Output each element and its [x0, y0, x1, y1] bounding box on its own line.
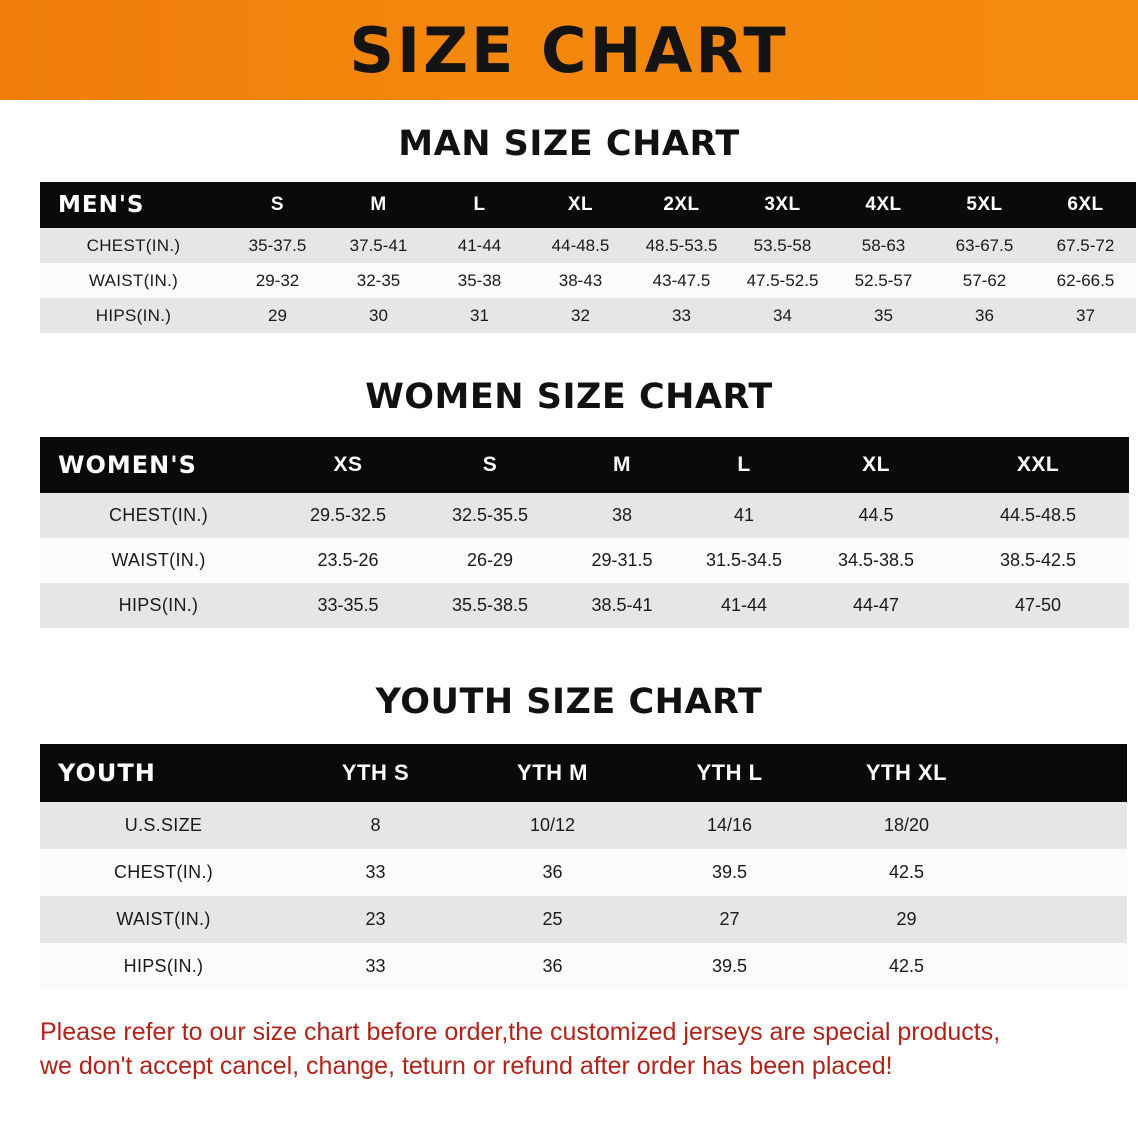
cell-spacer — [995, 849, 1127, 896]
cell: 30 — [328, 298, 429, 333]
cell: 44-47 — [805, 583, 947, 628]
table-row — [40, 896, 1127, 943]
cell: 41-44 — [683, 583, 805, 628]
cell: 32.5-35.5 — [419, 493, 561, 538]
table-row — [40, 943, 1127, 990]
table-header-row — [40, 744, 1127, 802]
cell: 36 — [934, 298, 1035, 333]
cell: 36 — [464, 849, 641, 896]
cell: 29.5-32.5 — [277, 493, 419, 538]
cell: 67.5-72 — [1035, 228, 1136, 263]
col-header-1: XS — [277, 437, 419, 493]
row-label: WAIST(IN.) — [40, 538, 277, 583]
cell: 23 — [287, 896, 464, 943]
cell: 31.5-34.5 — [683, 538, 805, 583]
cell: 48.5-53.5 — [631, 228, 732, 263]
youth-size-table — [40, 744, 1127, 990]
cell: 33 — [287, 943, 464, 990]
cell: 53.5-58 — [732, 228, 833, 263]
women-table-wrapper — [40, 437, 1098, 628]
col-header-4: XL — [530, 182, 631, 228]
cell: 52.5-57 — [833, 263, 934, 298]
cell: 38 — [561, 493, 683, 538]
cell: 32 — [530, 298, 631, 333]
cell-spacer — [995, 943, 1127, 990]
table-row — [40, 493, 1129, 538]
cell: 47-50 — [947, 583, 1129, 628]
cell: 14/16 — [641, 802, 818, 849]
col-header-3: YTH L — [641, 744, 818, 802]
cell: 29 — [227, 298, 328, 333]
cell: 34 — [732, 298, 833, 333]
cell: 44.5 — [805, 493, 947, 538]
cell: 31 — [429, 298, 530, 333]
col-header-0: WOMEN'S — [40, 437, 277, 493]
col-header-1: S — [227, 182, 328, 228]
man-table-wrapper — [40, 182, 1115, 333]
cell-spacer — [995, 802, 1127, 849]
table-row — [40, 263, 1136, 298]
cell: 58-63 — [833, 228, 934, 263]
cell: 62-66.5 — [1035, 263, 1136, 298]
table-row — [40, 228, 1136, 263]
row-label: HIPS(IN.) — [40, 583, 277, 628]
cell: 35.5-38.5 — [419, 583, 561, 628]
banner — [0, 0, 1138, 100]
col-header-2: M — [328, 182, 429, 228]
cell: 29 — [818, 896, 995, 943]
cell: 26-29 — [419, 538, 561, 583]
youth-table-wrapper — [40, 744, 1098, 990]
policy-note — [40, 1016, 1098, 1084]
cell: 18/20 — [818, 802, 995, 849]
table-row — [40, 298, 1136, 333]
col-header-8: 5XL — [934, 182, 1035, 228]
col-header-5: XL — [805, 437, 947, 493]
row-label: WAIST(IN.) — [40, 896, 287, 943]
cell: 10/12 — [464, 802, 641, 849]
cell: 39.5 — [641, 849, 818, 896]
policy-note-line-1: Please refer to our size chart before order,the customized jerseys are special products, — [40, 1018, 1001, 1046]
cell: 38.5-41 — [561, 583, 683, 628]
youth-section-heading: YOUTH SIZE CHART — [375, 682, 763, 722]
col-header-spacer — [995, 744, 1127, 802]
women-section-heading: WOMEN SIZE CHART — [365, 377, 773, 417]
cell: 42.5 — [818, 943, 995, 990]
col-header-5: 2XL — [631, 182, 732, 228]
page-title: SIZE CHART — [349, 14, 789, 87]
women-size-table — [40, 437, 1129, 628]
cell: 41-44 — [429, 228, 530, 263]
cell: 32-35 — [328, 263, 429, 298]
policy-note-line-2: we don't accept cancel, change, teturn or refund after order has been placed! — [40, 1051, 893, 1080]
cell: 33 — [631, 298, 732, 333]
cell: 38.5-42.5 — [947, 538, 1129, 583]
cell-spacer — [995, 896, 1127, 943]
row-label: HIPS(IN.) — [40, 943, 287, 990]
man-size-table — [40, 182, 1136, 333]
table-header-row — [40, 182, 1136, 228]
cell: 35-37.5 — [227, 228, 328, 263]
cell: 35-38 — [429, 263, 530, 298]
cell: 25 — [464, 896, 641, 943]
cell: 38-43 — [530, 263, 631, 298]
table-row — [40, 802, 1127, 849]
man-section-heading: MAN SIZE CHART — [398, 124, 740, 164]
cell: 42.5 — [818, 849, 995, 896]
col-header-2: YTH M — [464, 744, 641, 802]
cell: 35 — [833, 298, 934, 333]
row-label: CHEST(IN.) — [40, 849, 287, 896]
cell: 23.5-26 — [277, 538, 419, 583]
row-label: HIPS(IN.) — [40, 298, 227, 333]
col-header-4: YTH XL — [818, 744, 995, 802]
table-header-row — [40, 437, 1129, 493]
cell: 37.5-41 — [328, 228, 429, 263]
col-header-7: 4XL — [833, 182, 934, 228]
col-header-0: YOUTH — [40, 744, 287, 802]
cell: 33-35.5 — [277, 583, 419, 628]
cell: 44-48.5 — [530, 228, 631, 263]
col-header-6: XXL — [947, 437, 1129, 493]
col-header-4: L — [683, 437, 805, 493]
cell: 41 — [683, 493, 805, 538]
cell: 57-62 — [934, 263, 1035, 298]
col-header-2: S — [419, 437, 561, 493]
cell: 43-47.5 — [631, 263, 732, 298]
col-header-9: 6XL — [1035, 182, 1136, 228]
col-header-3: L — [429, 182, 530, 228]
table-row — [40, 538, 1129, 583]
cell: 63-67.5 — [934, 228, 1035, 263]
col-header-1: YTH S — [287, 744, 464, 802]
col-header-3: M — [561, 437, 683, 493]
cell: 47.5-52.5 — [732, 263, 833, 298]
table-row — [40, 583, 1129, 628]
col-header-0: MEN'S — [40, 182, 227, 228]
row-label: U.S.SIZE — [40, 802, 287, 849]
row-label: CHEST(IN.) — [40, 493, 277, 538]
cell: 29-32 — [227, 263, 328, 298]
cell: 36 — [464, 943, 641, 990]
cell: 27 — [641, 896, 818, 943]
cell: 33 — [287, 849, 464, 896]
cell: 34.5-38.5 — [805, 538, 947, 583]
cell: 44.5-48.5 — [947, 493, 1129, 538]
table-row — [40, 849, 1127, 896]
cell: 8 — [287, 802, 464, 849]
row-label: CHEST(IN.) — [40, 228, 227, 263]
cell: 37 — [1035, 298, 1136, 333]
cell: 39.5 — [641, 943, 818, 990]
row-label: WAIST(IN.) — [40, 263, 227, 298]
col-header-6: 3XL — [732, 182, 833, 228]
cell: 29-31.5 — [561, 538, 683, 583]
